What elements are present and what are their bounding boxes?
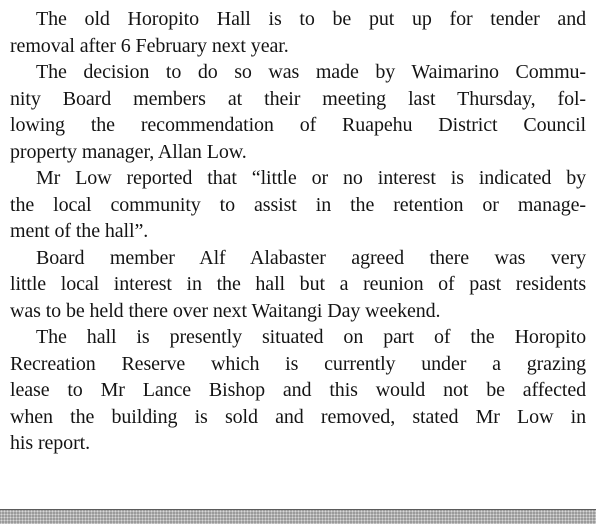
text-line: nity Board members at their meeting last Thursday, fol- bbox=[10, 87, 586, 110]
text-line: his report. bbox=[10, 432, 90, 454]
text-line: ment of the hall”. bbox=[10, 220, 149, 242]
paragraph-2 bbox=[10, 59, 586, 165]
text-line: The hall is presently situated on part of the Horopito bbox=[36, 326, 586, 348]
text-line: Recreation Reserve which is currently under a grazing bbox=[10, 352, 586, 375]
text-line: was to be held there over next Waitangi Day weekend. bbox=[10, 299, 441, 322]
text-line: lowing the recommendation of Ruapehu District Council bbox=[10, 114, 586, 136]
text-line: removal after 6 February next year. bbox=[10, 34, 289, 57]
paragraph-3 bbox=[10, 165, 586, 245]
text-line: Board member Alf Alabaster agreed there was very bbox=[36, 246, 586, 269]
text-line: little local interest in the hall but a reunion of past residents bbox=[10, 273, 586, 295]
paragraph-5 bbox=[10, 324, 586, 457]
text-line: The old Horopito Hall is to be put up for tender and bbox=[36, 8, 586, 30]
text-line: The decision to do so was made by Waimarino Commu- bbox=[36, 61, 586, 83]
article-body bbox=[10, 6, 586, 457]
text-line: the local community to assist in the retention or manage- bbox=[10, 193, 586, 216]
text-line: when the building is sold and removed, stated Mr Low in bbox=[10, 405, 586, 428]
text-line: property manager, Allan Low. bbox=[10, 140, 247, 163]
bottom-border-rule bbox=[0, 509, 596, 524]
paragraph-4 bbox=[10, 245, 586, 325]
paragraph-1 bbox=[10, 6, 586, 59]
text-line: Mr Low reported that “little or no interest is indicated by bbox=[36, 167, 586, 189]
text-line: lease to Mr Lance Bishop and this would not be affected bbox=[10, 379, 586, 401]
